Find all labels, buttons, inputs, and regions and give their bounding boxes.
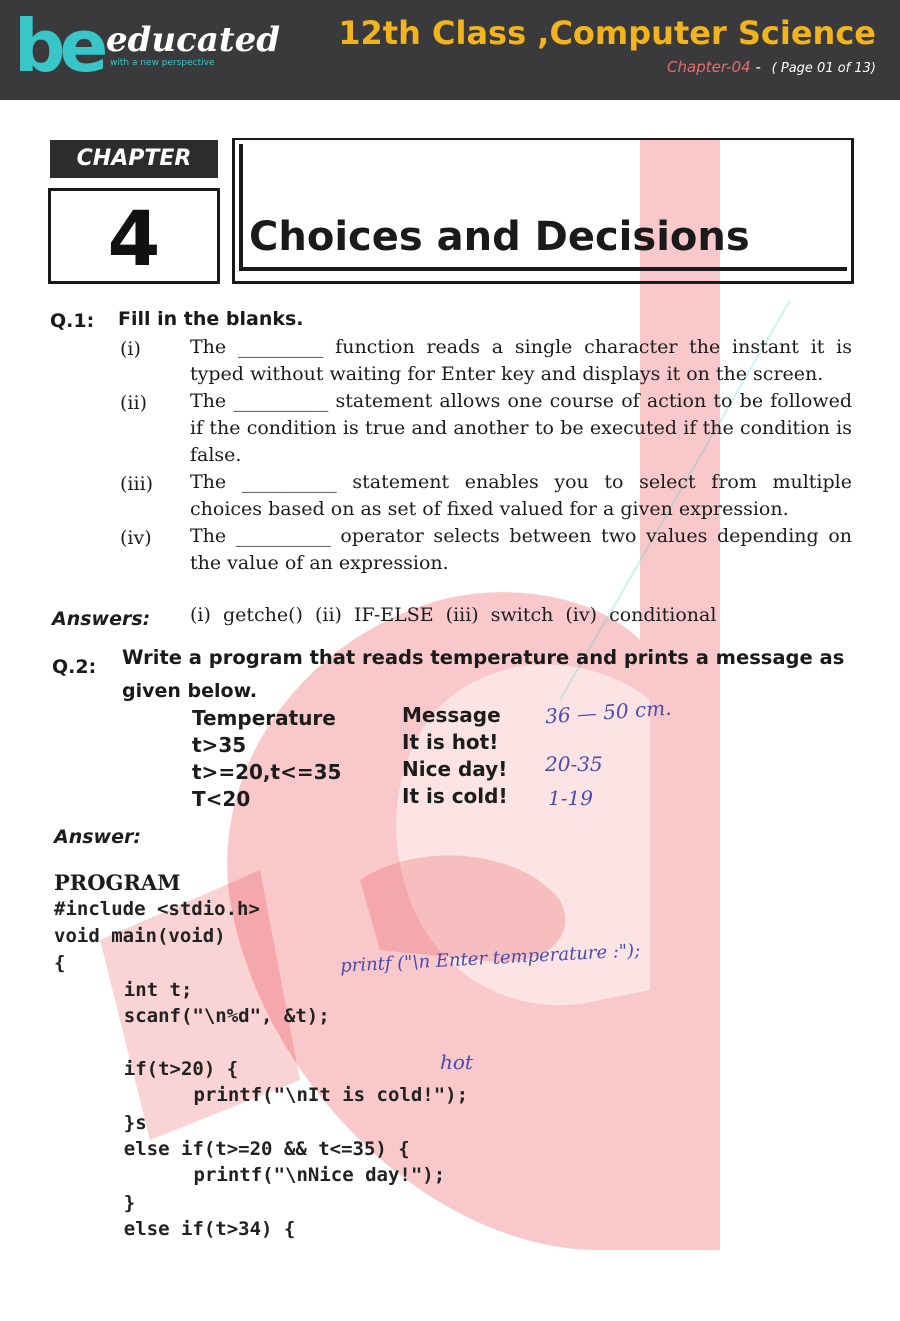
- page-indicator: ( Page 01 of 13): [771, 61, 876, 76]
- msg-cell: It is hot!: [402, 730, 499, 754]
- code-line: }s: [78, 1112, 147, 1134]
- logo-wordmark: educated: [106, 20, 280, 60]
- q1-text: Fill in the blanks.: [118, 308, 304, 330]
- msg-cell: Nice day!: [402, 757, 508, 781]
- code-line: scanf("\n%d", &t);: [78, 1005, 330, 1027]
- q2-label: Q.2:: [52, 656, 97, 678]
- program-label: PROGRAM: [54, 870, 181, 895]
- message-header: Message: [402, 703, 501, 727]
- header-dash: -: [755, 58, 761, 76]
- q2-text-line1: Write a program that reads temperature and prints a message as: [122, 646, 845, 669]
- logo-tagline: with a new perspective: [110, 58, 215, 68]
- q1-item-num: (iv): [120, 527, 152, 549]
- chapter-title: Choices and Decisions: [249, 214, 750, 260]
- code-line: printf("\nIt is cold!");: [102, 1084, 469, 1106]
- handwritten-note: printf ("\n Enter temperature :");: [339, 940, 641, 977]
- q1-item-num: (i): [120, 338, 141, 360]
- q1-label: Q.1:: [50, 310, 95, 332]
- temperature-header: Temperature: [192, 706, 336, 730]
- logo-be: be: [14, 4, 103, 88]
- temp-cell: T<20: [192, 787, 251, 811]
- q1-item-text: The __________ statement allows one course of action to be followed if the condition is true and another to be executed if the condition is false.: [190, 390, 852, 466]
- chapter-number: 4: [107, 194, 161, 283]
- q1-item-num: (ii): [120, 392, 147, 414]
- answers-text: (i) getche() (ii) IF-ELSE (iii) switch (iv) conditional: [190, 604, 717, 626]
- chapter-number-box: [48, 188, 220, 284]
- code-line: else if(t>34) {: [78, 1218, 296, 1240]
- chapter-label: Chapter-04: [667, 58, 751, 76]
- chapter-tag: CHAPTER: [50, 140, 218, 178]
- code-line: if(t>20) {: [78, 1058, 239, 1080]
- code-line: else if(t>=20 && t<=35) {: [78, 1138, 410, 1160]
- q1-item-num: (iii): [120, 473, 154, 495]
- handwritten-note: 1-19: [548, 786, 593, 810]
- answer-label: Answer:: [54, 826, 141, 848]
- handwritten-note: hot: [440, 1050, 473, 1074]
- q1-item-text: The __________ operator selects between two values depending on the value of an expression.: [190, 525, 852, 574]
- chapter-title-box: [232, 138, 854, 284]
- header-title: 12th Class ,Computer Science: [338, 14, 876, 52]
- code-line: }: [78, 1192, 136, 1214]
- answers-label: Answers:: [52, 608, 151, 630]
- code-line: void main(void): [54, 925, 226, 947]
- msg-cell: It is cold!: [402, 784, 508, 808]
- handwritten-note: 36 — 50 cm.: [544, 695, 673, 729]
- q2-text-line2: given below.: [122, 680, 258, 702]
- temp-cell: t>=20,t<=35: [192, 760, 342, 784]
- temp-cell: t>35: [192, 733, 247, 757]
- code-line: printf("\nNice day!");: [102, 1164, 446, 1186]
- q1-item-text: The _________ function reads a single character the instant it is typed without waiting for Enter key and displays it on the screen.: [190, 336, 852, 385]
- code-line: {: [54, 952, 66, 974]
- code-line: #include <stdio.h>: [54, 898, 260, 920]
- code-line: int t;: [78, 979, 193, 1001]
- handwritten-note: 20-35: [545, 752, 603, 776]
- q1-item-text: The __________ statement enables you to select from multiple choices based on as set of fixed valued for a given expression.: [190, 471, 852, 520]
